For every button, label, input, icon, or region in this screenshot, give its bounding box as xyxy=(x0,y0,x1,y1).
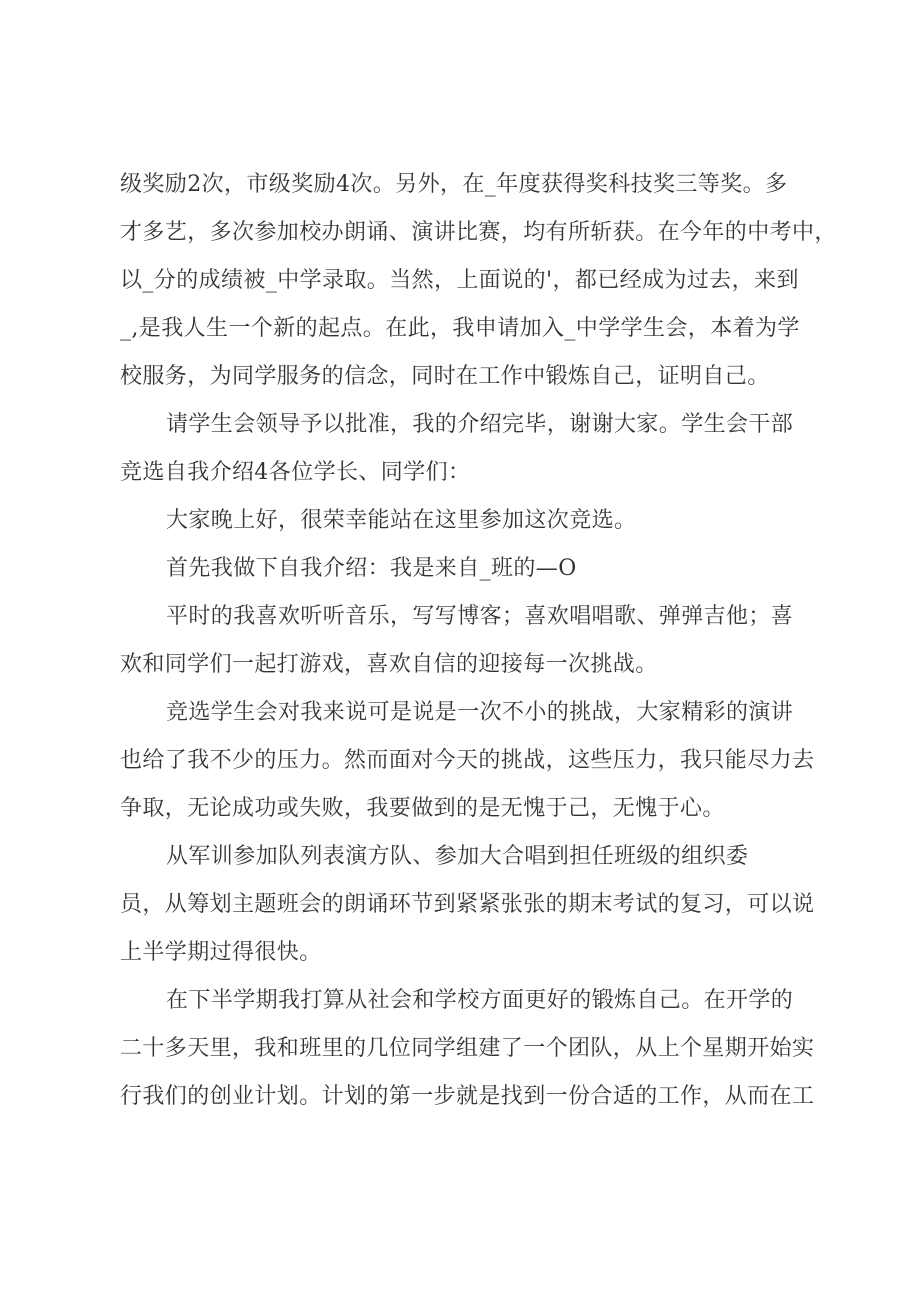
paragraph-start-line: 请学生会领导予以批准，我的介绍完毕，谢谢大家。学生会干部 xyxy=(166,412,794,437)
text-line: 员，从筹划主题班会的朗诵环节到紧紧张张的期末考试的复习，可以说 xyxy=(120,892,815,917)
text-line: 也给了我不少的压力。然而面对今天的挑战，这些压力，我只能尽力去 xyxy=(120,748,815,773)
text-line: 以_分的成绩被_中学录取。当然，上面说的'，都已经成为过去，来到 xyxy=(120,268,799,293)
paragraph-start-line: 平时的我喜欢听听音乐，写写博客；喜欢唱唱歌、弹弹吉他；喜 xyxy=(166,604,794,629)
text-line: 欢和同学们一起打游戏，喜欢自信的迎接每一次挑战。 xyxy=(120,652,658,677)
paragraph-start-line: 在下半学期我打算从社会和学校方面更好的锻炼自己。在开学的 xyxy=(166,988,794,1013)
text-line: 校服务，为同学服务的信念，同时在工作中锻炼自己，证明自己。 xyxy=(120,364,770,389)
text-line: 竞选自我介绍4各位学长、同学们： xyxy=(120,460,471,485)
text-line: 才多艺，多次参加校办朗诵、演讲比赛，均有所斩获。在今年的中考中， xyxy=(120,220,837,245)
text-line: 二十多天里，我和班里的几位同学组建了一个团队，从上个星期开始实 xyxy=(120,1036,815,1061)
paragraph-start-line: 从军训参加队列表演方队、参加大合唱到担任班级的组织委 xyxy=(166,844,749,869)
paragraph-start-line: 首先我做下自我介绍：我是来自_班的—O xyxy=(166,556,577,581)
text-line: 上半学期过得很快。 xyxy=(120,940,322,965)
text-line: 争取，无论成功或失败，我要做到的是无愧于己，无愧于心。 xyxy=(120,796,725,821)
text-line: 级奖励2次，市级奖励4次。另外，在_年度获得奖科技奖三等奖。多 xyxy=(120,172,788,197)
text-line: _,是我人生一个新的起点。在此，我申请加入_中学学生会，本着为学 xyxy=(120,316,800,341)
paragraph-start-line: 竞选学生会对我来说可是说是一次不小的挑战，大家精彩的演讲 xyxy=(166,700,794,725)
text-line: 行我们的创业计划。计划的第一步就是找到一份合适的工作，从而在工 xyxy=(120,1084,815,1109)
paragraph-start-line: 大家晚上好，很荣幸能站在这里参加这次竞选。 xyxy=(166,508,637,533)
